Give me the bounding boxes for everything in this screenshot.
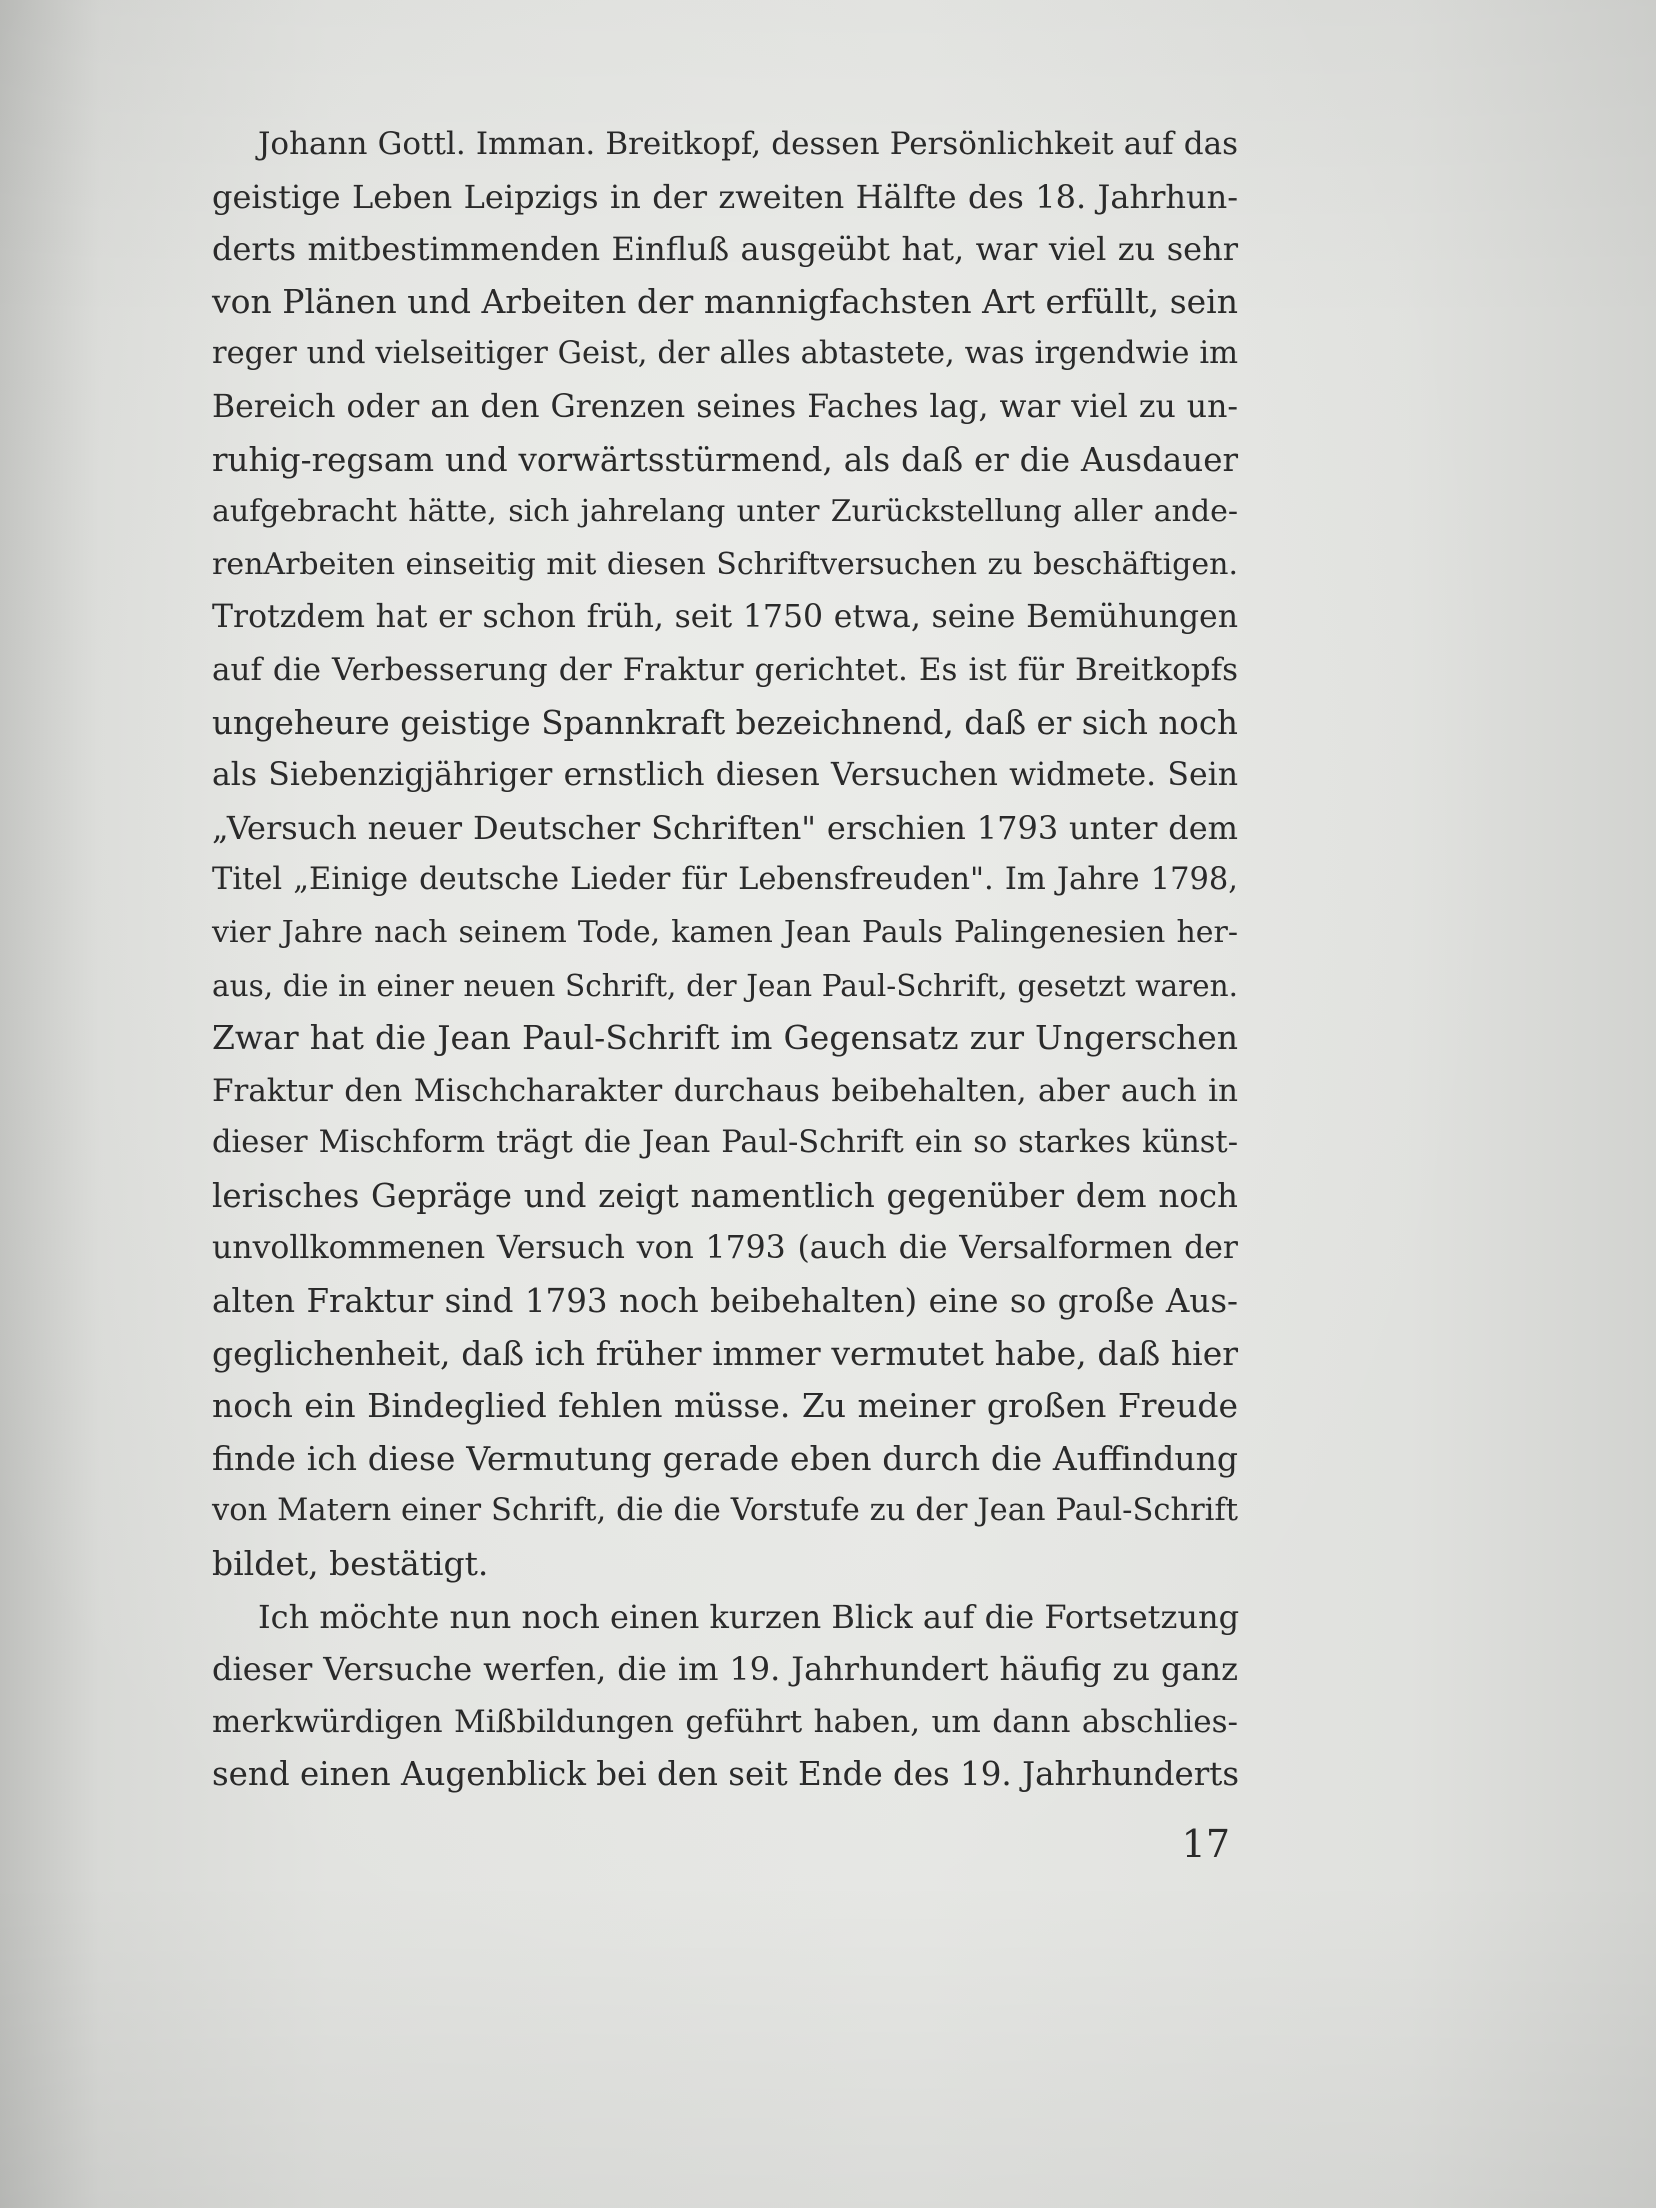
- text-line: derts mitbestimmenden Einfluß ausgeübt hat, war viel zu sehr: [212, 230, 1238, 269]
- text-line: als Siebenzigjähriger ernstlich diesen Versuchen widmete. Sein: [212, 757, 1238, 794]
- text-line: unvollkommenen Versuch von 1793 (auch die Versalformen der: [212, 1230, 1238, 1267]
- text-line: Trotzdem hat er schon früh, seit 1750 etwa, seine Bemühungen: [212, 599, 1238, 636]
- text-line: ruhig-regsam und vorwärtsstürmend, als daß er die Ausdauer: [212, 440, 1238, 479]
- text-line: bildet, bestätigt.: [212, 1544, 489, 1584]
- text-line: Johann Gottl. Imman. Breitkopf, dessen Persönlichkeit auf das: [258, 126, 1238, 162]
- text-line: noch ein Bindeglied fehlen müsse. Zu meiner großen Freude: [212, 1386, 1238, 1426]
- text-line: send einen Augenblick bei den seit Ende des 19. Jahrhunderts: [212, 1755, 1240, 1794]
- text-line: von Matern einer Schrift, die die Vorstufe zu der Jean Paul-Schrift: [212, 1493, 1238, 1529]
- text-line: Titel „Einige deutsche Lieder für Lebensfreuden". Im Jahre 1798,: [212, 862, 1238, 898]
- text-line: auf die Verbesserung der Fraktur gerichtet. Es ist für Breitkopfs: [212, 651, 1238, 688]
- body-text: [212, 118, 1238, 1801]
- text-line: aus, die in einer neuen Schrift, der Jean Paul-Schrift, gesetzt waren.: [212, 968, 1238, 1003]
- text-line: „Versuch neuer Deutscher Schriften" erschien 1793 unter dem: [212, 808, 1238, 847]
- text-line: geistige Leben Leipzigs in der zweiten Hälfte des 18. Jahrhun-: [212, 177, 1238, 216]
- text-line: dieser Mischform trägt die Jean Paul-Schrift ein so starkes künst-: [212, 1125, 1238, 1161]
- text-line: dieser Versuche werfen, die im 19. Jahrhundert häufig zu ganz: [212, 1650, 1238, 1689]
- text-line: Zwar hat die Jean Paul-Schrift im Gegensatz zur Ungerschen: [212, 1018, 1238, 1058]
- text-line: geglichenheit, daß ich früher immer vermutet habe, daß hier: [212, 1333, 1238, 1373]
- text-line: Bereich oder an den Grenzen seines Faches lag, war viel zu un-: [212, 388, 1238, 425]
- text-line: Ich möchte nun noch einen kurzen Blick auf die Fortsetzung: [258, 1597, 1240, 1636]
- text-line: ungeheure geistige Spannkraft bezeichnend, daß er sich noch: [212, 703, 1238, 742]
- text-line: aufgebracht hätte, sich jahrelang unter Zurückstellung aller ande-: [212, 494, 1238, 530]
- text-line: alten Fraktur sind 1793 noch beibehalten) eine so große Aus-: [212, 1282, 1238, 1321]
- text-line: vier Jahre nach seinem Tode, kamen Jean Pauls Palingenesien her-: [212, 914, 1238, 950]
- text-line: reger und vielseitiger Geist, der alles abtastete, was irgendwie im: [212, 336, 1238, 372]
- text-line: merkwürdigen Mißbildungen geführt haben, um dann abschlies-: [212, 1703, 1238, 1740]
- page-number: 17: [1181, 1822, 1230, 1866]
- text-line: renArbeiten einseitig mit diesen Schriftversuchen zu beschäftigen.: [212, 546, 1238, 582]
- text-line: lerisches Gepräge und zeigt namentlich gegenüber dem noch: [212, 1176, 1238, 1215]
- text-line: Fraktur den Mischcharakter durchaus beibehalten, aber auch in: [212, 1072, 1238, 1109]
- text-line: von Plänen und Arbeiten der mannigfachsten Art erfüllt, sein: [212, 281, 1238, 321]
- text-line: finde ich diese Vermutung gerade eben durch die Auffindung: [212, 1438, 1238, 1478]
